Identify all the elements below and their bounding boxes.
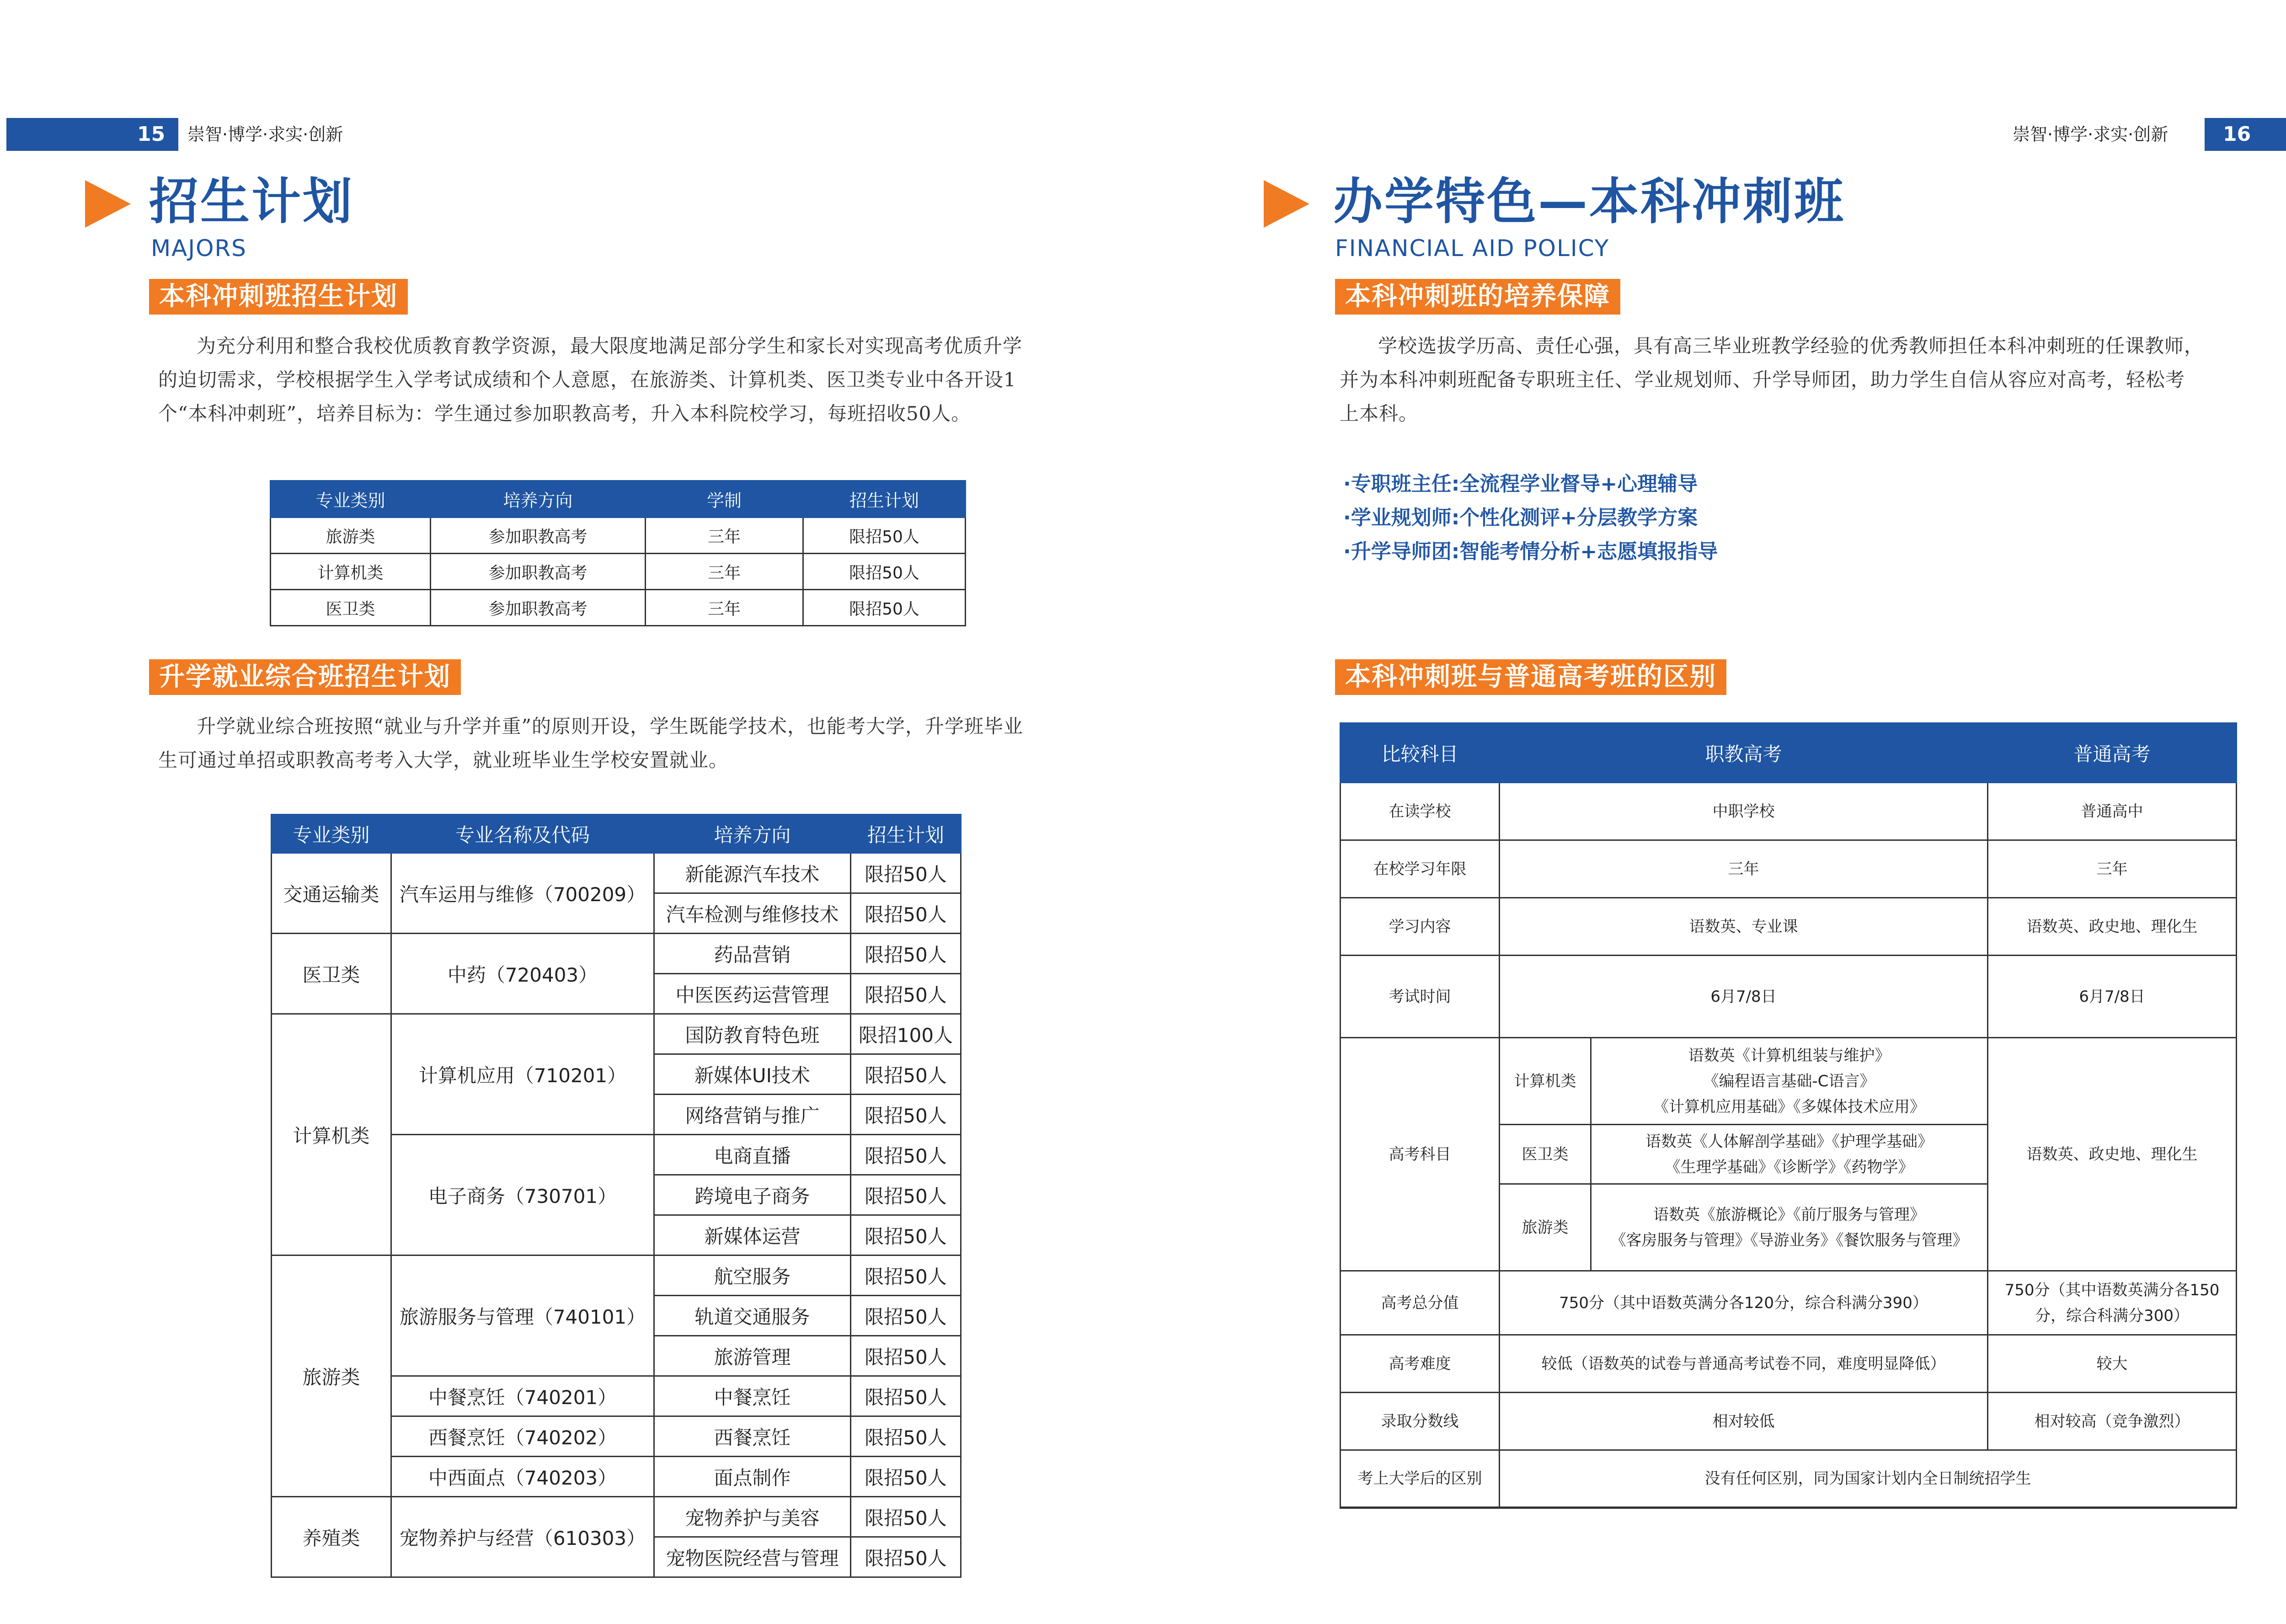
major-cell: 西餐烹饪（740202） <box>391 1416 654 1457</box>
major-cell: 中餐烹饪（740201） <box>391 1376 654 1416</box>
section-paragraph: 学校选拔学历高、责任心强，具有高三毕业班教学经验的优秀教师担任本科冲刺班的任课教师，并为本科冲刺班配备专职班主任、学业规划师、升学导师团，助力学生自信从容应对高考，轻松考上本科。 <box>1340 335 2204 425</box>
table-header: 学制 <box>646 481 803 518</box>
table-cell: 参加职教高考 <box>431 590 646 626</box>
row-label: 学习内容 <box>1341 898 1500 956</box>
direction-cell: 新能源汽车技术 <box>654 853 851 893</box>
table-cell: 6月7/8日 <box>1988 956 2237 1038</box>
category-cell: 养殖类 <box>272 1497 391 1577</box>
table-row <box>271 590 966 626</box>
subject-line: 《计算机应用基础》《多媒体技术应用》 <box>1653 1097 1925 1116</box>
header-bar <box>6 118 203 151</box>
subject-line: 语数英《人体解剖学基础》《护理学基础》 <box>1645 1132 1933 1151</box>
quota-cell: 限招50人 <box>851 1296 961 1336</box>
table-row <box>1341 1393 2237 1450</box>
table-cell: 三年 <box>646 554 803 590</box>
subject-line: 语数英《计算机组装与维护》 <box>1688 1046 1891 1065</box>
row-label: 录取分数线 <box>1341 1393 1500 1450</box>
table-cell: 普通高中 <box>1988 783 2237 840</box>
right-page <box>1189 0 2286 1624</box>
quota-cell: 限招50人 <box>851 1376 961 1416</box>
direction-cell: 电商直播 <box>654 1135 851 1175</box>
guarantee-list <box>1343 467 1718 569</box>
direction-cell: 宠物养护与美容 <box>654 1497 851 1537</box>
table-row <box>1341 1038 2237 1125</box>
section-tag: 升学就业综合班招生计划 <box>149 659 461 695</box>
motto: 崇智·博学·求实·创新 <box>178 118 352 151</box>
page-subtitle: MAJORS <box>151 235 247 262</box>
list-item: ·学业规划师:个性化测评+分层教学方案 <box>1343 506 1698 529</box>
direction-cell: 旅游管理 <box>654 1336 851 1376</box>
table-header: 招生计划 <box>851 815 961 853</box>
table-row <box>1341 840 2237 898</box>
motto: 崇智·博学·求实·创新 <box>2003 118 2177 151</box>
quota-cell: 限招50人 <box>851 1095 961 1135</box>
table-row <box>1341 783 2237 840</box>
table-header: 招生计划 <box>803 481 966 518</box>
table-cell: 没有任何区别，同为国家计划内全日制统招学生 <box>1500 1450 2237 1508</box>
list-item: ·专职班主任:全流程学业督导+心理辅导 <box>1343 472 1698 496</box>
table-row <box>272 934 961 974</box>
quota-cell: 限招50人 <box>851 1215 961 1255</box>
direction-cell: 跨境电子商务 <box>654 1175 851 1215</box>
major-cell: 电子商务（730701） <box>391 1135 654 1255</box>
direction-cell: 新媒体UI技术 <box>654 1054 851 1095</box>
major-cell: 旅游服务与管理（740101） <box>391 1255 654 1376</box>
subject-line: 《生理学基础》《诊断学》《药物学》 <box>1665 1158 1914 1176</box>
comparison-table <box>1340 722 2237 1509</box>
subject-category: 计算机类 <box>1500 1038 1591 1125</box>
section-tag: 本科冲刺班的培养保障 <box>1335 279 1620 315</box>
table-cell: 计算机类 <box>271 554 431 590</box>
direction-cell: 轨道交通服务 <box>654 1296 851 1336</box>
quota-cell: 限招50人 <box>851 1175 961 1215</box>
table-cell: 限招50人 <box>803 554 966 590</box>
quota-cell: 限招50人 <box>851 1336 961 1376</box>
row-label: 在读学校 <box>1341 783 1500 840</box>
quota-cell: 限招50人 <box>851 1497 961 1537</box>
major-cell: 宠物养护与经营（610303） <box>391 1497 654 1577</box>
quota-cell: 限招50人 <box>851 1054 961 1095</box>
quota-cell: 限招50人 <box>851 893 961 934</box>
category-cell: 旅游类 <box>272 1255 391 1497</box>
table-header: 普通高考 <box>1988 723 2237 783</box>
table-header: 职教高考 <box>1500 723 1988 783</box>
section-tag: 本科冲刺班与普通高考班的区别 <box>1335 659 1726 695</box>
direction-cell: 宠物医院经营与管理 <box>654 1537 851 1577</box>
page-subtitle: FINANCIAL AID POLICY <box>1335 235 1610 262</box>
table-row <box>1341 898 2237 956</box>
major-cell: 汽车运用与维修（700209） <box>391 853 654 934</box>
list-item: ·升学导师团:智能考情分析+志愿填报指导 <box>1343 540 1718 563</box>
page-title: 招生计划 <box>149 173 354 230</box>
table-cell: 三年 <box>646 518 803 554</box>
table-header: 培养方向 <box>431 481 646 518</box>
direction-cell: 汽车检测与维修技术 <box>654 893 851 934</box>
direction-cell: 药品营销 <box>654 934 851 974</box>
table-cell: 三年 <box>1988 840 2237 898</box>
quota-cell: 限招50人 <box>851 1255 961 1296</box>
row-label: 高考难度 <box>1341 1335 1500 1393</box>
section-paragraph: 为充分利用和整合我校优质教育教学资源，最大限度地满足部分学生和家长对实现高考优质升学的迫切需求，学校根据学生入学考试成绩和个人意愿，在旅游类、计算机类、医卫类专业中各开设1个“本科冲刺班”，培养目标为：学生通过参加职教高考，升入本科院校学习，每班招收50人。 <box>158 335 1023 425</box>
direction-cell: 西餐烹饪 <box>654 1416 851 1457</box>
arrow-icon <box>1264 180 1309 228</box>
major-cell: 中药（720403） <box>391 934 654 1014</box>
row-label: 考上大学后的区别 <box>1341 1450 1500 1508</box>
table-row <box>1341 956 2237 1038</box>
table-cell: 三年 <box>646 590 803 626</box>
direction-cell: 中医医药运营管理 <box>654 974 851 1014</box>
table-row <box>272 1497 961 1537</box>
category-cell: 计算机类 <box>272 1014 391 1255</box>
table-row <box>271 554 966 590</box>
major-cell: 计算机应用（710201） <box>391 1014 654 1135</box>
table-cell: 6月7/8日 <box>1500 956 1988 1038</box>
table-cell: 限招50人 <box>803 518 966 554</box>
quota-cell: 限招50人 <box>851 1135 961 1175</box>
subject-list <box>1591 1038 1988 1125</box>
direction-cell: 面点制作 <box>654 1457 851 1497</box>
table-cell: 语数英、政史地、理化生 <box>1988 1038 2237 1271</box>
quota-cell: 限招50人 <box>851 1416 961 1457</box>
page-number: 16 <box>2223 123 2251 146</box>
table-row <box>1341 1335 2237 1393</box>
direction-cell: 网络营销与推广 <box>654 1095 851 1135</box>
table-row <box>1341 1271 2237 1335</box>
table-header: 专业类别 <box>272 815 391 853</box>
plan-table <box>270 480 966 626</box>
row-label: 高考科目 <box>1341 1038 1500 1271</box>
quota-cell: 限招50人 <box>851 934 961 974</box>
major-cell: 中西面点（740203） <box>391 1457 654 1497</box>
table-cell: 相对较低 <box>1500 1393 1988 1450</box>
table-row <box>1341 1450 2237 1508</box>
row-label: 考试时间 <box>1341 956 1500 1038</box>
table-header: 专业名称及代码 <box>391 815 654 853</box>
quota-cell: 限招50人 <box>851 1457 961 1497</box>
quota-cell: 限招50人 <box>851 853 961 893</box>
table-cell: 旅游类 <box>271 518 431 554</box>
table-header: 比较科目 <box>1341 723 1500 783</box>
direction-cell: 中餐烹饪 <box>654 1376 851 1416</box>
table-cell: 医卫类 <box>271 590 431 626</box>
table-cell: 语数英、专业课 <box>1500 898 1988 956</box>
page-number: 15 <box>137 123 166 146</box>
arrow-icon <box>85 180 131 228</box>
subject-list <box>1591 1184 1988 1271</box>
subject-line: 《编程语言基础-C语言》 <box>1703 1072 1875 1090</box>
subject-line: 《客房服务与管理》《导游业务》《餐饮服务与管理》 <box>1610 1231 1968 1250</box>
table-header: 培养方向 <box>654 815 851 853</box>
category-cell: 医卫类 <box>272 934 391 1014</box>
table-cell: 较大 <box>1988 1335 2237 1393</box>
quota-cell: 限招100人 <box>851 1014 961 1054</box>
direction-cell: 新媒体运营 <box>654 1215 851 1255</box>
section-paragraph: 升学就业综合班按照“就业与升学并重”的原则开设，学生既能学技术，也能考大学，升学班毕业生可通过单招或职教高考考入大学，就业班毕业生学校安置就业。 <box>158 715 1023 771</box>
table-cell: 三年 <box>1500 840 1988 898</box>
table-cell: 语数英、政史地、理化生 <box>1988 898 2237 956</box>
row-label: 高考总分值 <box>1341 1271 1500 1335</box>
page-title: 办学特色—本科冲刺班 <box>1333 173 1846 230</box>
table-cell: 相对较高（竞争激烈） <box>1988 1393 2237 1450</box>
majors-table <box>271 814 961 1578</box>
table-row <box>271 518 966 554</box>
row-label: 在校学习年限 <box>1341 840 1500 898</box>
table-cell: 较低（语数英的试卷与普通高考试卷不同，难度明显降低） <box>1500 1335 1988 1393</box>
section-tag: 本科冲刺班招生计划 <box>149 279 408 315</box>
table-cell: 参加职教高考 <box>431 518 646 554</box>
direction-cell: 航空服务 <box>654 1255 851 1296</box>
table-row <box>272 853 961 893</box>
subject-list <box>1591 1125 1988 1184</box>
table-cell: 750分（其中语数英满分各150分，综合科满分300） <box>1988 1271 2237 1335</box>
table-header: 专业类别 <box>271 481 431 518</box>
table-row <box>272 1255 961 1296</box>
table-cell: 750分（其中语数英满分各120分，综合科满分390） <box>1500 1271 1988 1335</box>
table-row <box>272 1014 961 1054</box>
quota-cell: 限招50人 <box>851 974 961 1014</box>
quota-cell: 限招50人 <box>851 1537 961 1577</box>
subject-category: 医卫类 <box>1500 1125 1591 1184</box>
category-cell: 交通运输类 <box>272 853 391 934</box>
subject-category: 旅游类 <box>1500 1184 1591 1271</box>
table-cell: 参加职教高考 <box>431 554 646 590</box>
direction-cell: 国防教育特色班 <box>654 1014 851 1054</box>
table-cell: 中职学校 <box>1500 783 1988 840</box>
subject-line: 语数英《旅游概论》《前厅服务与管理》 <box>1653 1205 1925 1224</box>
table-cell: 限招50人 <box>803 590 966 626</box>
